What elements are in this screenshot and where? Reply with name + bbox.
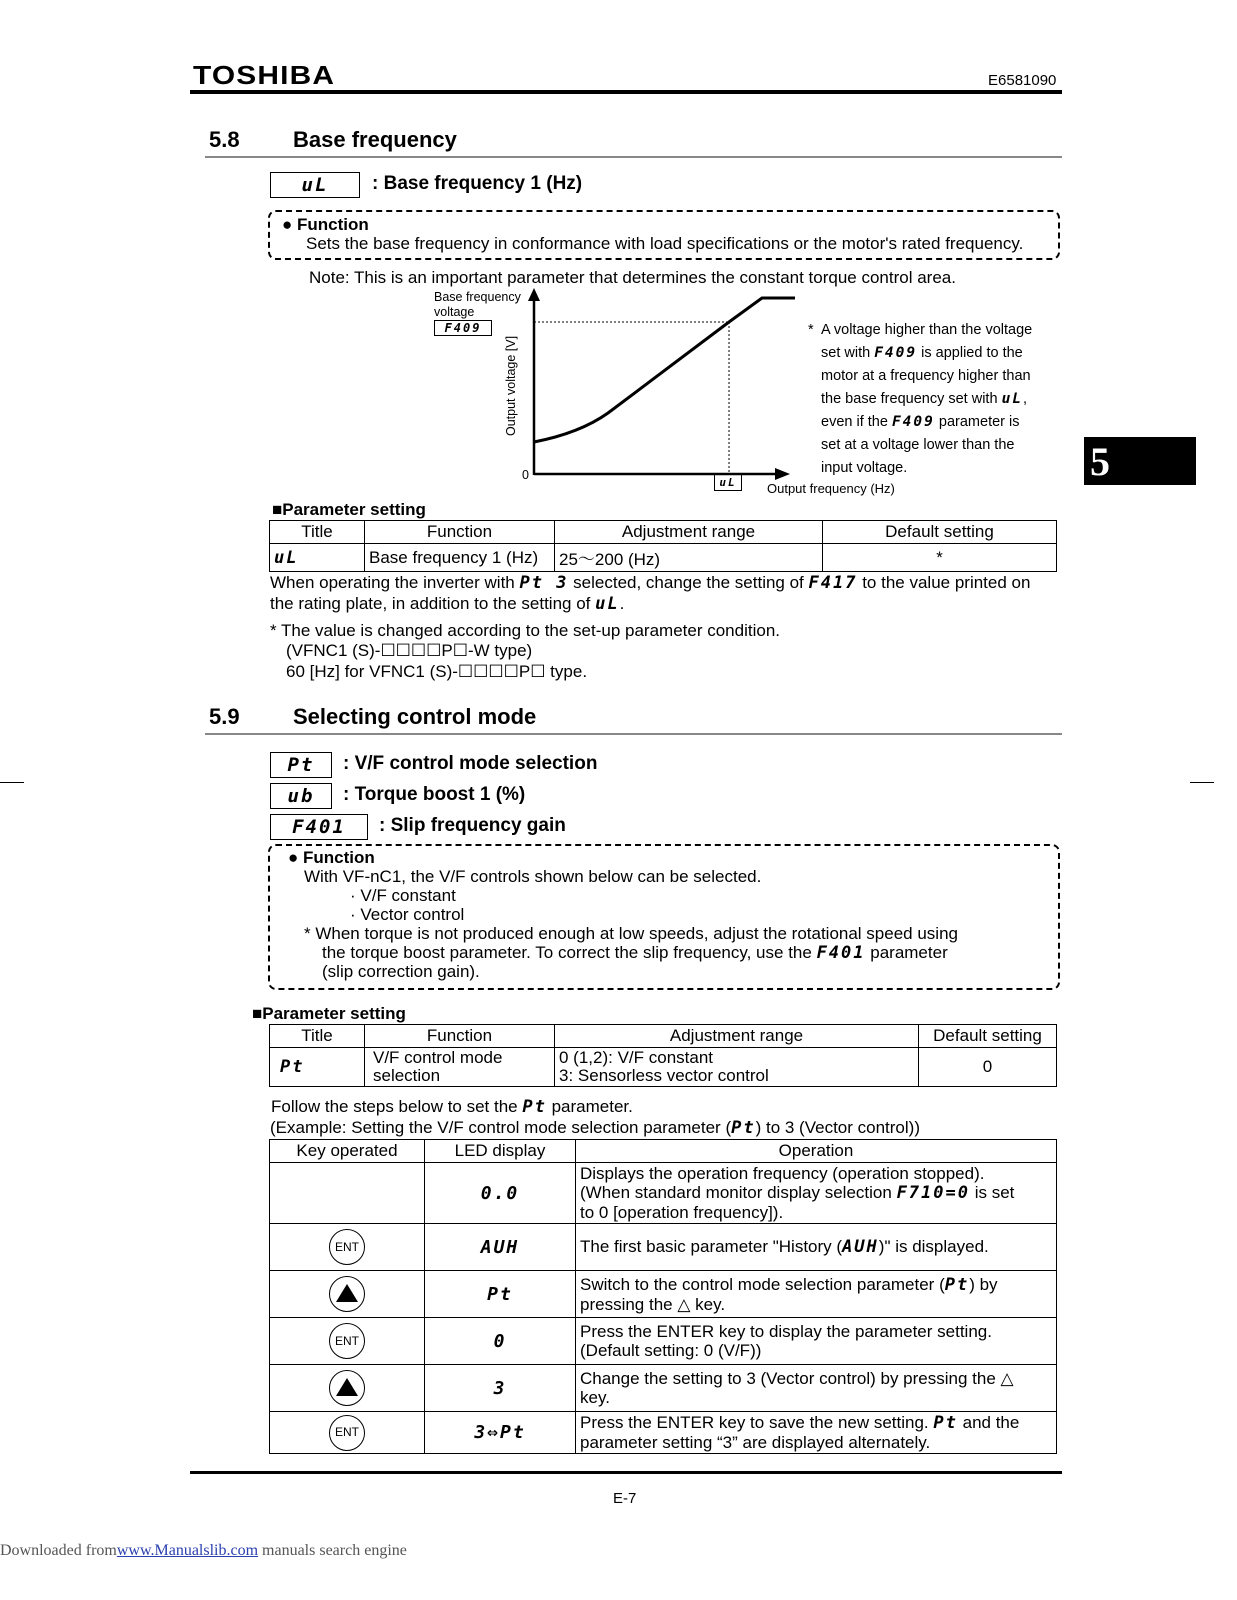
operation-cell: The first basic parameter "History (AUH)" is displayed. [576,1224,1057,1271]
star-note: 60 [Hz] for VFNC1 (S)-☐☐☐☐P☐ type. [286,662,588,681]
footer-rule [190,1471,1062,1474]
graph-y-label-top2: voltage [434,305,475,319]
section-title: Selecting control mode [293,704,537,729]
side-note-line: the base frequency set with uL, [821,391,1028,407]
param-code-box: Pt [270,752,332,778]
graph-y-code: F409 [434,320,492,336]
page-number: E-7 [613,1490,637,1507]
operation-cell: Press the ENTER key to display the parameter setting. (Default setting: 0 (V/F)) [576,1318,1057,1365]
section-rule [205,156,1062,158]
key-cell [270,1163,425,1224]
side-note-line: A voltage higher than the voltage [821,322,1033,338]
param-setting-heading: ■Parameter setting [252,1004,406,1023]
lcd-code: uL [595,594,620,614]
table-header: Adjustment range [555,521,823,544]
paragraph-line: When operating the inverter with Pt 3 selected, change the setting of F417 to the value printed on [270,573,1031,593]
led-cell: 3⇔Pt [425,1412,576,1454]
param-label: : Slip frequency gain [379,815,566,836]
function-heading: ● Function [288,848,375,867]
vf-curve-graph [500,285,810,495]
chapter-tab: 5 [1084,437,1196,485]
paragraph-line: (Example: Setting the V/F control mode selection parameter (Pt) to 3 (Vector control)) [270,1118,920,1138]
table-header: Default setting [919,1025,1057,1048]
param-code-box: ub [270,783,332,809]
up-triangle-icon [336,1284,358,1302]
download-notice: Downloaded fromwww.Manualslib.com manuals search engine [0,1542,407,1559]
function-star: * When torque is not produced enough at low speeds, adjust the rotational speed using [304,924,958,943]
lcd-code: Pt [933,1413,958,1433]
function-text: With VF-nC1, the V/F controls shown below can be selected. [304,867,762,886]
led-cell: 0 [425,1318,576,1365]
led-cell: 0.0 [425,1163,576,1224]
graph-x-axis-label: Output frequency (Hz) [767,481,895,496]
table-header: LED display [425,1140,576,1163]
function-star: the torque boost parameter. To correct the slip frequency, use the F401 parameter [322,943,948,963]
vf-curve [534,298,795,442]
key-cell [270,1224,425,1271]
ent-key-icon: ENT [329,1415,365,1451]
table-row [270,1365,1057,1412]
param-label: : V/F control mode selection [343,753,598,774]
table-cell: 0 (1,2): V/F constant 3: Sensorless vector control [555,1048,919,1087]
lcd-code: Pt [944,1274,970,1295]
key-cell [270,1271,425,1318]
param-code-box: uL [270,172,360,198]
side-note-line: set at a voltage lower than the [821,437,1015,453]
x-axis-arrow [775,468,790,480]
brand-logo: TOSHIBA [193,60,336,90]
side-note-line: input voltage. [821,460,908,476]
table-row [270,1318,1057,1365]
table-cell: uL [270,544,365,572]
table-header: Function [365,1025,555,1048]
side-note-line: set with F409 is applied to the [821,345,1023,361]
table-row [270,1163,1057,1224]
table-cell: 0 [919,1048,1057,1087]
function-text: Sets the base frequency in conformance with load specifications or the motor's rated frequency. [306,234,1024,253]
y-axis-arrow [528,288,540,301]
lcd-code: AUH [842,1237,879,1257]
lcd-code: F409 [891,414,935,430]
function-star: (slip correction gain). [322,962,480,981]
led-cell: 3 [425,1365,576,1412]
lcd-code: F401 [816,943,866,963]
table-cell: Pt [270,1048,365,1087]
lcd-code: Pt [522,1097,547,1117]
table-row [270,1224,1057,1271]
manualslib-link[interactable]: www.Manualslib.com [116,1542,259,1559]
section-rule [205,733,1062,735]
lcd-code: F409 [874,345,918,361]
paragraph-line: Follow the steps below to set the Pt parameter. [271,1097,633,1117]
side-note-line: even if the F409 parameter is [821,414,1020,430]
up-key-icon [329,1370,365,1406]
table-header: Title [270,1025,365,1048]
table-row [270,1271,1057,1318]
led-cell: Pt [425,1271,576,1318]
param-table-58 [269,520,1057,572]
section-title: Base frequency [293,127,457,152]
operation-cell: Change the setting to 3 (Vector control) by pressing the △ key. [576,1365,1057,1412]
param-setting-heading: ■Parameter setting [272,500,426,519]
table-cell: Base frequency 1 (Hz) [365,544,555,572]
steps-table [269,1139,1057,1454]
section-number: 5.9 [209,704,240,729]
lcd-code: F417 [808,573,858,593]
function-item: · Vector control [350,905,465,924]
crop-mark-left [0,782,24,783]
param-code-box: F401 [270,814,368,840]
key-cell [270,1412,425,1454]
graph-y-label-top: Base frequency [434,290,521,304]
table-header: Operation [576,1140,1057,1163]
key-cell [270,1318,425,1365]
ent-key-icon: ENT [329,1323,365,1359]
lcd-code: Pt 3 [519,573,569,593]
table-row [270,1412,1057,1454]
table-header: Title [270,521,365,544]
ent-key-icon: ENT [329,1229,365,1265]
graph-x-code: uL [714,474,742,491]
operation-cell: Switch to the control mode selection parameter (Pt) by pressing the △ key. [576,1271,1057,1318]
led-cell: AUH [425,1224,576,1271]
paragraph-line: the rating plate, in addition to the setting of uL. [270,594,625,614]
side-note-line: motor at a frequency higher than [821,368,1031,384]
up-triangle-icon [336,1378,358,1396]
star-note: * The value is changed according to the set-up parameter condition. [270,621,780,640]
function-box [268,210,1060,260]
lcd-code: Pt [731,1118,756,1138]
up-key-icon [329,1276,365,1312]
table-header: Function [365,521,555,544]
table-cell: V/F control mode selection [365,1048,555,1087]
graph-y-axis-label-wrap [501,337,521,441]
param-label: : Base frequency 1 (Hz) [372,173,583,194]
operation-cell: Displays the operation frequency (operation stopped). (When standard monitor display selection F710=0 is set to 0 [operation frequency]). [576,1163,1057,1224]
note-text: Note: This is an important parameter that determines the constant torque control area. [309,268,956,287]
operation-cell: Press the ENTER key to save the new setting. Pt and the parameter setting “3” are displayed alternately. [576,1412,1057,1454]
section-number: 5.8 [209,127,240,152]
crop-mark-right [1190,782,1214,783]
table-cell: 25～200 (Hz) [555,544,823,572]
table-header: Adjustment range [555,1025,919,1048]
star-note: (VFNC1 (S)-☐☐☐☐P☐-W type) [286,641,533,660]
header-rule [190,90,1062,94]
lcd-code: F710=0 [896,1183,970,1203]
function-item: · V/F constant [350,886,456,905]
function-heading: ● Function [282,215,369,234]
function-box [268,844,1060,990]
table-header: Key operated [270,1140,425,1163]
key-cell [270,1365,425,1412]
lcd-code: uL [1001,391,1024,407]
table-cell: * [823,544,1057,572]
doc-number: E6581090 [988,72,1057,89]
table-header: Default setting [823,521,1057,544]
side-note-star: * [808,322,814,338]
param-label: : Torque boost 1 (%) [343,784,526,805]
graph-y-axis-label: Output voltage [V] [504,335,518,436]
side-note [821,319,1061,480]
param-table-59 [269,1024,1057,1087]
graph-zero: 0 [522,468,529,482]
